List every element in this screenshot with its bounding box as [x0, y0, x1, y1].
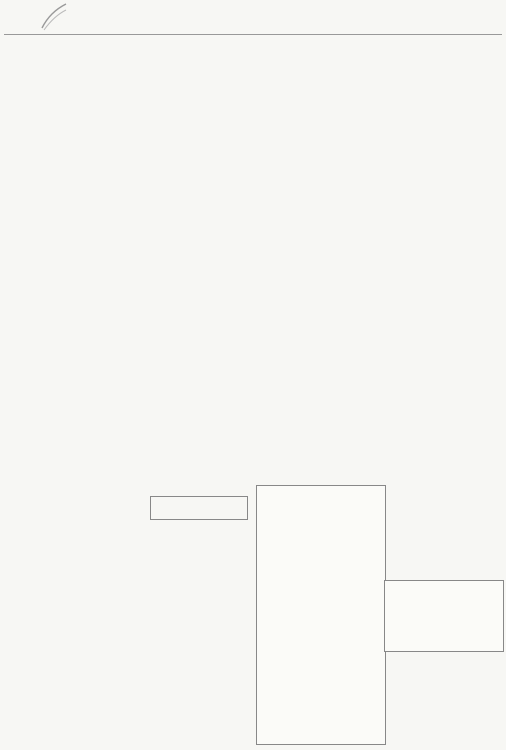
financial-table-small [384, 580, 504, 652]
header-rule [4, 34, 502, 35]
financial-table-bottom [256, 485, 386, 745]
inline-table-1 [150, 496, 248, 520]
swoosh-decoration [40, 2, 68, 32]
masthead [0, 0, 506, 36]
